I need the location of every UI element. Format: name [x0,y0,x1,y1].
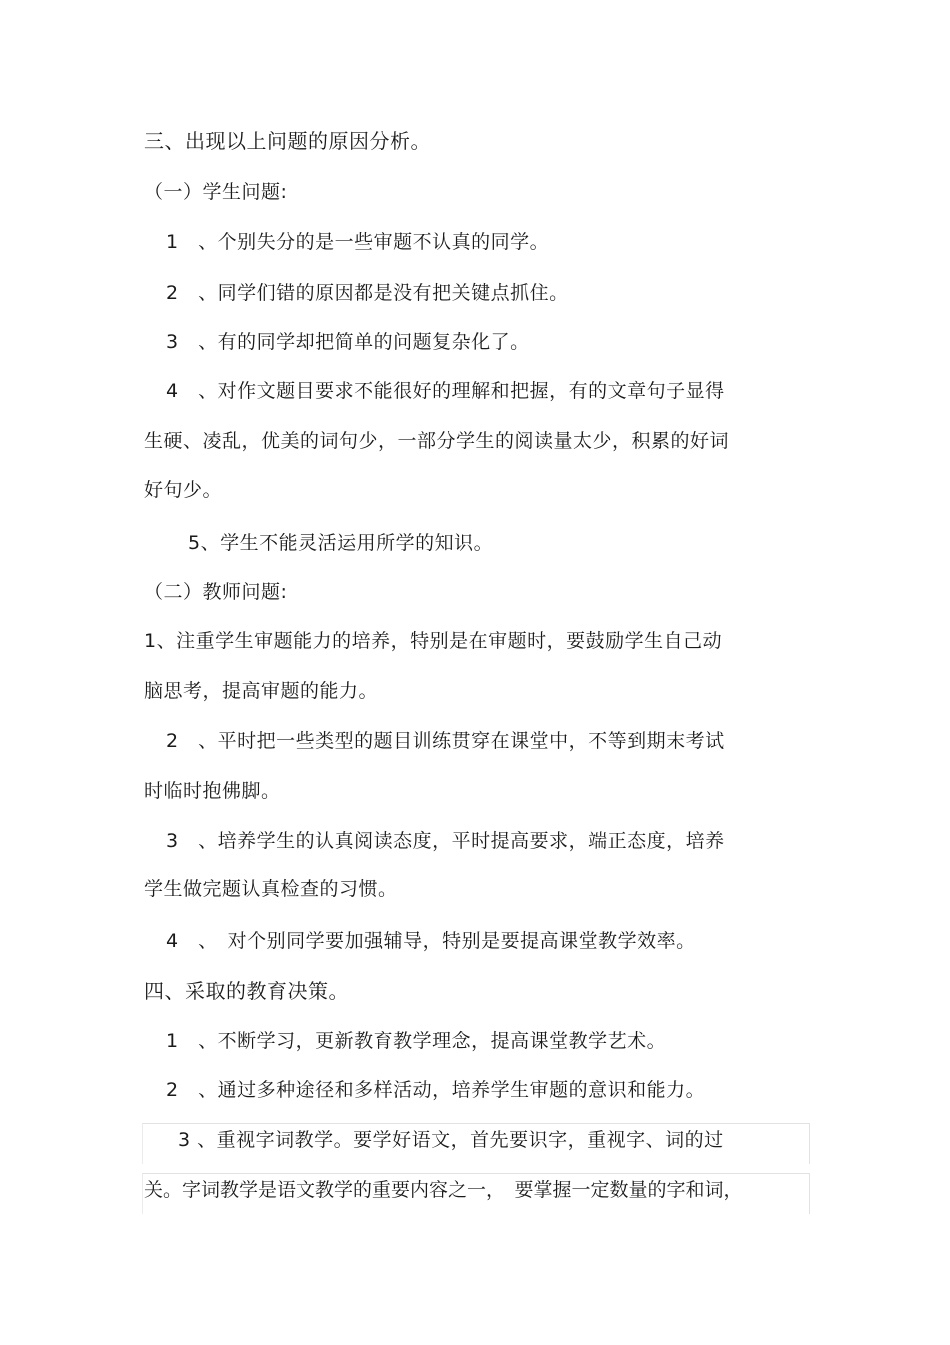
teacher-point-1-line-2: 脑思考，提高审题的能力。 [144,680,379,702]
student-point-1: 1 、个别失分的是一些审题不认真的同学。 [166,231,550,253]
teacher-point-2-line-1: 2 、平时把一些类型的题目训练贯穿在课堂中，不等到期末考试 [166,730,725,752]
student-point-2: 2 、同学们错的原因都是没有把关键点抓住。 [166,282,569,304]
decision-point-2: 2 、通过多种途径和多样活动，培养学生审题的意识和能力。 [166,1079,706,1101]
section-four-title: 四、采取的教育决策。 [144,979,349,1003]
decision-point-3-line-1: 3 、重视字词教学。要学好语文，首先要识字，重视字、词的过 [178,1129,724,1151]
student-point-4-line-1: 4 、对作文题目要求不能很好的理解和把握，有的文章句子显得 [166,380,725,402]
teacher-point-3-line-1: 3 、培养学生的认真阅读态度，平时提高要求，端正态度，培养 [166,830,725,852]
decision-point-3-line-2: 关。字词教学是语文教学的重要内容之一， 要掌握一定数量的字和词， [144,1179,743,1201]
student-point-5: 5、学生不能灵活运用所学的知识。 [188,532,494,554]
teacher-point-2-line-2: 时临时抱佛脚。 [144,780,281,802]
teacher-point-3-line-2: 学生做完题认真检查的习惯。 [144,878,398,900]
student-problems-heading: （一）学生问题: [144,181,288,203]
section-three-title: 三、出现以上问题的原因分析。 [144,129,431,153]
student-point-4-line-2: 生硬、凌乱，优美的词句少，一部分学生的阅读量太少，积累的好词 [144,430,730,452]
student-point-4-line-3: 好句少。 [144,479,223,501]
decision-point-1: 1 、不断学习，更新教育教学理念，提高课堂教学艺术。 [166,1030,667,1052]
teacher-point-4: 4 、 对个别同学要加强辅导，特别是要提高课堂教学效率。 [166,930,696,952]
student-point-3: 3 、有的同学却把简单的问题复杂化了。 [166,331,530,353]
teacher-problems-heading: （二）教师问题: [144,581,288,603]
teacher-point-1-line-1: 1、注重学生审题能力的培养，特别是在审题时，要鼓励学生自己动 [144,630,723,652]
